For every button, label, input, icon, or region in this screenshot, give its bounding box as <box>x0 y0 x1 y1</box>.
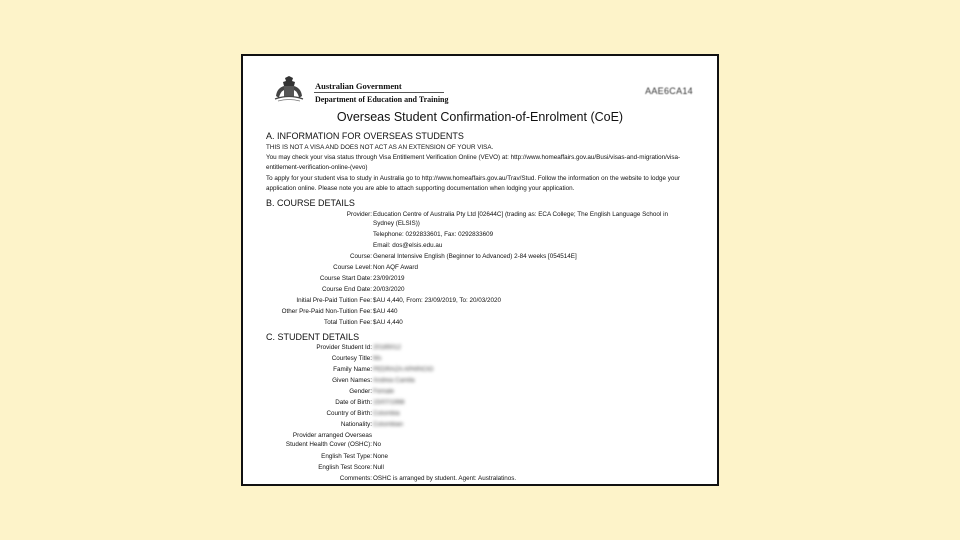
email-value: Email: dos@elsis.edu.au <box>373 242 443 249</box>
vevo-text-2: entitlement-verification-online-(vevo) <box>266 164 368 171</box>
field-label: Gender: <box>349 388 372 395</box>
field-label: Provider: <box>346 211 372 218</box>
tuition-row <box>243 297 717 308</box>
field-label: English Test Type: <box>321 453 372 460</box>
provider-row-cont <box>243 220 717 231</box>
provider-value: Education Centre of Australia Pty Ltd [02644C] (trading as: ECA College; The English Language School in <box>373 211 668 218</box>
given-names-value: Andrea Camila <box>373 377 415 384</box>
end-date-row <box>243 286 717 297</box>
course-value: General Intensive English (Beginner to Advanced) 2-84 weeks [054514E] <box>373 253 577 260</box>
government-name: Australian Government <box>315 81 402 91</box>
english-test-type-row <box>243 453 717 464</box>
apply-text-1: To apply for your student visa to study in Australia go to http://www.homeaffairs.gov.au/Trav/Stud. Follow the information on the website to lodge your <box>266 175 680 182</box>
dob-value: 15/07/1998 <box>373 399 405 406</box>
field-label: Course: <box>349 253 372 260</box>
gender-row <box>243 388 717 399</box>
field-label: Provider Student Id: <box>316 344 372 351</box>
nationality-row <box>243 421 717 432</box>
given-names-row <box>243 377 717 388</box>
vevo-text-1: You may check your visa status through Visa Entitlement Verification Online (VEVO) at: http://www.homeaffairs.gov.au/Busi/visas-and-migration/visa- <box>266 154 681 161</box>
document-reference: AAE6CA14 <box>645 86 693 96</box>
page-title: Overseas Student Confirmation-of-Enrolment (CoE) <box>336 110 624 124</box>
courtesy-value: Ms <box>373 355 382 362</box>
oshc-row <box>243 441 717 452</box>
comments-row <box>243 475 717 486</box>
end-date-value: 20/03/2020 <box>373 286 405 293</box>
email-row <box>243 242 717 253</box>
field-label: Student Health Cover (OSHC): <box>285 441 372 448</box>
start-date-value: 23/09/2019 <box>373 275 405 282</box>
apply-text-2: application online. Please note you are able to attach supporting documentation when lodging your application. <box>266 185 575 192</box>
field-label: English Test Score: <box>318 464 372 471</box>
course-level-row <box>243 264 717 275</box>
course-row <box>243 253 717 264</box>
coat-of-arms-icon <box>269 73 309 103</box>
department-name: Department of Education and Training <box>315 95 449 104</box>
field-label: Nationality: <box>340 421 372 428</box>
english-test-score-value: Null <box>373 464 384 471</box>
country-of-birth-row <box>243 410 717 421</box>
tuition-value: $AU 4,440, From: 23/09/2019, To: 20/03/2020 <box>373 297 502 304</box>
field-label: Given Names: <box>332 377 372 384</box>
field-label: Courtesy Title: <box>331 355 372 362</box>
field-label: Course Level: <box>333 264 372 271</box>
total-fee-row <box>243 319 717 330</box>
header-divider <box>314 92 444 93</box>
english-test-score-row <box>243 464 717 475</box>
comments-value: OSHC is arranged by student. Agent: Australatinos. <box>373 475 517 482</box>
field-label: Provider arranged Overseas <box>292 432 372 439</box>
course-level-value: Non AQF Award <box>373 264 419 271</box>
section-c-heading: C. STUDENT DETAILS <box>266 332 360 342</box>
field-label: Country of Birth: <box>326 410 372 417</box>
field-label: Initial Pre-Paid Tuition Fee: <box>296 297 372 304</box>
document-header <box>243 56 717 110</box>
section-b-heading: B. COURSE DETAILS <box>266 198 355 208</box>
section-a-heading: A. INFORMATION FOR OVERSEAS STUDENTS <box>266 131 464 141</box>
field-label: Family Name: <box>333 366 372 373</box>
total-fee-value: $AU 4,440 <box>373 319 403 326</box>
visa-notice: THIS IS NOT A VISA AND DOES NOT ACT AS AN EXTENSION OF YOUR VISA. <box>266 144 494 151</box>
provider-value-cont: Sydney (ELSIS)) <box>373 220 420 227</box>
telephone-value: Telephone: 0292833601, Fax: 0292833609 <box>373 231 494 238</box>
start-date-row <box>243 275 717 286</box>
student-id-value: 20185012 <box>373 344 402 351</box>
family-name-value: PEDRAZA APARICIO <box>373 366 434 373</box>
courtesy-row <box>243 355 717 366</box>
coe-document <box>241 54 719 486</box>
country-of-birth-value: Colombia <box>373 410 400 417</box>
field-label: Date of Birth: <box>335 399 372 406</box>
telephone-row <box>243 231 717 242</box>
oshc-value: No <box>373 441 382 448</box>
other-fee-row <box>243 308 717 319</box>
field-label: Course Start Date: <box>319 275 372 282</box>
other-fee-value: $AU 440 <box>373 308 398 315</box>
field-label: Total Tuition Fee: <box>324 319 372 326</box>
gender-value: Female <box>373 388 394 395</box>
student-id-row <box>243 344 717 355</box>
family-name-row <box>243 366 717 377</box>
field-label: Course End Date: <box>321 286 372 293</box>
dob-row <box>243 399 717 410</box>
field-label: Other Pre-Paid Non-Tuition Fee: <box>281 308 372 315</box>
english-test-type-value: None <box>373 453 389 460</box>
field-label: Comments: <box>339 475 372 482</box>
nationality-value: Colombian <box>373 421 404 428</box>
